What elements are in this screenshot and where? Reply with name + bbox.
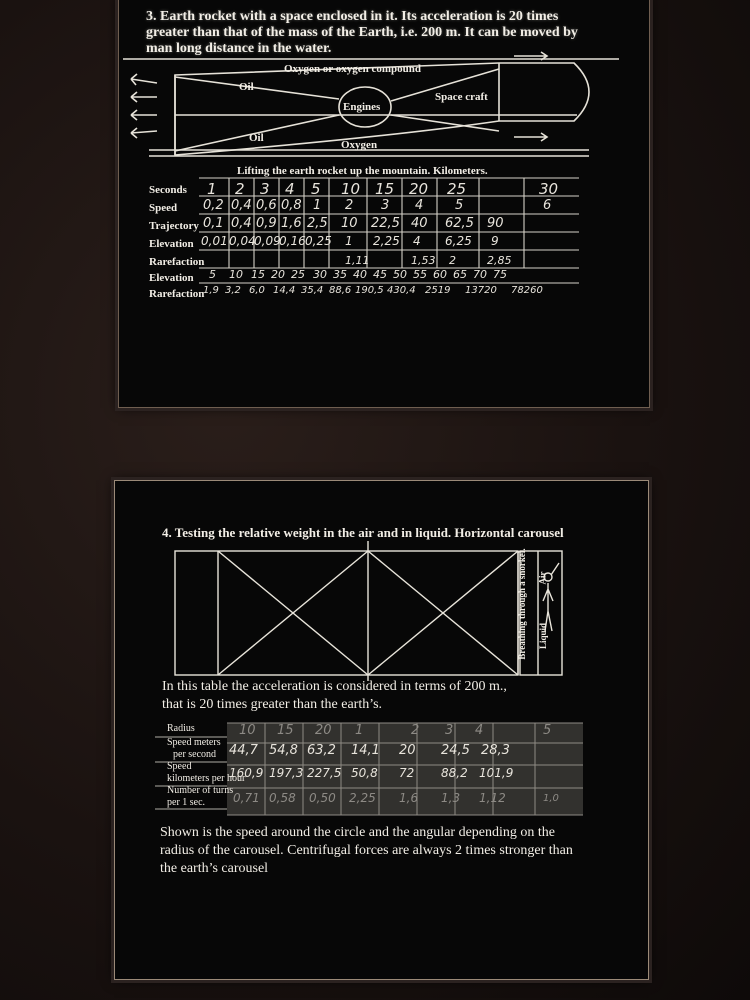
row-label-rarefaction: Rarefaction [149, 256, 205, 268]
cell-elevation-2: 15 [251, 268, 265, 281]
cell-elevation-2: 20 [271, 268, 285, 281]
cell-seconds: 10 [341, 180, 361, 198]
footer-line-2: radius of the carousel. Centrifugal forces are always 2 times stronger than [160, 843, 573, 858]
label-oil-top: Oil [239, 81, 254, 93]
row-label-speed: Speed [149, 202, 178, 214]
cell-seconds: 4 [285, 180, 295, 198]
label-engines: Engines [343, 101, 381, 113]
cell-speed: 0,8 [281, 198, 302, 213]
cell-elevation-2: 30 [313, 268, 327, 281]
rocket-title-line-3: man long distance in the water. [146, 41, 332, 56]
cell-speed-kmh: 50,8 [351, 766, 378, 780]
label-snorkel: Breathing through a snorkel. [517, 548, 527, 660]
cell-speed: 1 [313, 198, 322, 213]
cell-elevation: 0,01 [201, 234, 228, 248]
cell-rarefaction-2: 2519 [425, 285, 451, 296]
cell-elevation-2: 5 [209, 268, 216, 281]
cell-radius: 5 [543, 723, 552, 738]
cell-seconds: 5 [311, 180, 321, 198]
row-label-rarefaction-2: Rarefaction [149, 288, 205, 300]
cell-trajectory: 10 [341, 216, 358, 231]
cell-elevation: 1 [345, 234, 353, 248]
row-label-elevation: Elevation [149, 238, 194, 250]
cell-seconds: 30 [539, 180, 559, 198]
cell-elevation-2: 40 [353, 268, 367, 281]
row-label-elevation-2: Elevation [149, 272, 194, 284]
cell-rarefaction-2: 430,4 [387, 285, 416, 296]
footer-line-1: Shown is the speed around the circle and the angular depending on the [160, 825, 555, 840]
cell-speed: 0,4 [231, 198, 252, 213]
cell-radius: 3 [445, 723, 454, 738]
cell-radius: 20 [315, 723, 332, 738]
row-label-speed-kmh-unit: kilometers per hour [167, 773, 246, 784]
cell-speed-kmh: 88,2 [441, 766, 468, 780]
cell-radius: 4 [475, 723, 484, 738]
row-label-speed-ms: Speed meters [167, 737, 221, 748]
cell-speed: 4 [415, 198, 424, 213]
footer-line-3: the earth’s carousel [160, 861, 269, 876]
cell-elevation-2: 60 [433, 268, 447, 281]
carousel-title: 4. Testing the relative weight in the air and in liquid. Horizontal carousel [162, 525, 564, 540]
cell-seconds: 3 [260, 180, 270, 198]
cell-turns: 1,3 [441, 791, 461, 805]
row-label-radius: Radius [167, 723, 195, 734]
row-label-turns: Number of turns [167, 785, 234, 796]
cell-rarefaction-2: 88,6 [329, 285, 352, 296]
row-label-turns-unit: per 1 sec. [167, 797, 206, 808]
label-space-craft: Space craft [435, 91, 488, 103]
cell-seconds: 15 [375, 180, 395, 198]
cell-speed-kmh: 101,9 [479, 766, 514, 780]
cell-elevation-2: 45 [373, 268, 387, 281]
cell-rarefaction: 1,53 [411, 254, 436, 267]
cell-speed-ms: 20 [399, 743, 416, 758]
label-oxygen-compound: Oxygen or oxygen compound [284, 63, 422, 75]
cell-speed-ms: 63,2 [307, 743, 336, 758]
cell-turns: 0,71 [233, 791, 260, 805]
label-liquid: Liquid [538, 622, 549, 650]
cell-trajectory: 62,5 [445, 216, 474, 231]
cell-rarefaction-2: 190,5 [355, 285, 384, 296]
label-air: Air [537, 571, 548, 585]
cell-radius: 15 [277, 723, 294, 738]
cell-speed: 5 [455, 198, 464, 213]
intro-line-2: that is 20 times greater than the earth’s. [162, 697, 383, 712]
cell-speed: 0,2 [203, 198, 224, 213]
rocket-title-line-2: greater than that of the mass of the Earth, i.e. 200 m. It can be moved by [146, 25, 578, 40]
cell-elevation-2: 10 [229, 268, 243, 281]
cell-speed-kmh: 72 [399, 766, 415, 780]
cell-speed: 0,6 [256, 198, 277, 213]
cell-turns: 1,6 [399, 791, 419, 805]
cell-seconds: 1 [207, 180, 217, 198]
cell-elevation: 0,09 [254, 234, 281, 248]
cell-speed-kmh: 197,3 [269, 766, 304, 780]
row-label-seconds: Seconds [149, 184, 187, 196]
cell-trajectory: 90 [487, 216, 504, 231]
cell-seconds: 20 [409, 180, 429, 198]
cell-trajectory: 0,1 [203, 216, 224, 231]
cell-speed-ms: 24,5 [441, 743, 470, 758]
cell-trajectory: 0,4 [231, 216, 252, 231]
cell-trajectory: 0,9 [256, 216, 277, 231]
cell-elevation-2: 50 [393, 268, 407, 281]
label-oil-bottom: Oil [249, 132, 264, 144]
cell-turns: 1,0 [543, 793, 559, 804]
cell-seconds: 2 [235, 180, 245, 198]
table-caption: Lifting the earth rocket up the mountain. Kilometers. [237, 165, 488, 177]
cell-speed: 2 [345, 198, 354, 213]
cell-elevation: 0,25 [305, 234, 332, 248]
label-oxygen: Oxygen [341, 139, 378, 151]
cell-seconds: 25 [447, 180, 467, 198]
row-label-speed-ms-unit: per second [173, 749, 217, 760]
cell-rarefaction-2: 3,2 [225, 285, 241, 296]
cell-speed: 3 [381, 198, 390, 213]
cell-elevation: 0,04 [229, 234, 256, 248]
cell-elevation-2: 25 [291, 268, 305, 281]
cell-trajectory: 40 [411, 216, 428, 231]
cell-rarefaction-2: 1,9 [203, 285, 219, 296]
cell-speed: 6 [543, 198, 552, 213]
cell-trajectory: 22,5 [371, 216, 400, 231]
cell-rarefaction: 1,11 [345, 254, 370, 267]
intro-line-1: In this table the acceleration is considered in terms of 200 m., [162, 679, 507, 694]
cell-speed-kmh: 227,5 [307, 766, 342, 780]
cell-radius: 10 [239, 723, 256, 738]
cell-elevation: 6,25 [445, 234, 472, 248]
cell-rarefaction-2: 6,0 [249, 285, 265, 296]
cell-speed-kmh: 160,9 [229, 766, 264, 780]
cell-radius: 2 [411, 723, 420, 738]
cell-speed-ms: 54,8 [269, 743, 298, 758]
cell-elevation-2: 35 [333, 268, 347, 281]
cell-turns: 1,12 [479, 791, 506, 805]
cell-rarefaction: 2,85 [487, 254, 512, 267]
cell-elevation: 0,16 [279, 234, 306, 248]
cell-speed-ms: 14,1 [351, 743, 380, 758]
cell-turns: 0,58 [269, 791, 296, 805]
cell-trajectory: 1,6 [281, 216, 302, 231]
cell-rarefaction-2: 13720 [465, 285, 497, 296]
panel-rocket [118, 0, 650, 408]
cell-rarefaction-2: 14,4 [273, 285, 296, 296]
cell-elevation-2: 75 [493, 268, 507, 281]
cell-elevation: 2,25 [373, 234, 400, 248]
cell-rarefaction-2: 35,4 [301, 285, 324, 296]
panel-carousel [114, 480, 649, 980]
rocket-title-line-1: 3. Earth rocket with a space enclosed in it. Its acceleration is 20 times [146, 9, 559, 24]
cell-speed-ms: 28,3 [481, 743, 510, 758]
row-label-trajectory: Trajectory [149, 220, 199, 232]
cell-elevation-2: 65 [453, 268, 467, 281]
cell-elevation: 4 [413, 234, 421, 248]
cell-rarefaction: 2 [449, 254, 456, 267]
rocket-diagram [119, 0, 649, 172]
cell-turns: 0,50 [309, 791, 336, 805]
cell-speed-ms: 44,7 [229, 743, 258, 758]
cell-rarefaction-2: 78260 [511, 285, 543, 296]
cell-elevation-2: 70 [473, 268, 487, 281]
cell-elevation: 9 [491, 234, 499, 248]
cell-radius: 1 [355, 723, 364, 738]
cell-trajectory: 2,5 [307, 216, 328, 231]
row-label-speed-kmh: Speed [167, 761, 192, 772]
cell-elevation-2: 55 [413, 268, 427, 281]
cell-turns: 2,25 [349, 791, 376, 805]
carousel-diagram [115, 481, 648, 681]
